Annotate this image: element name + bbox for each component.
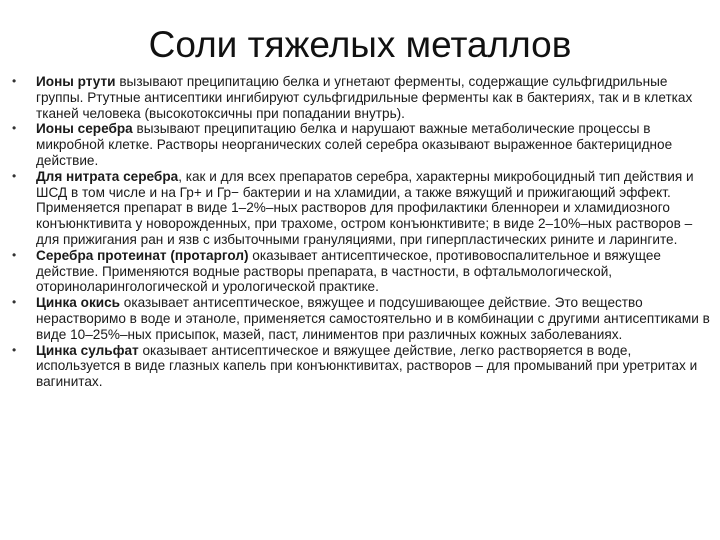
bullet-item-mercury-ions: [12, 74, 712, 121]
bullet-body: оказывает антисептическое, вяжущее и подсушивающее действие. Это вещество нерастворимо в воде и этаноле, применяется самостоятельно и в комбинации с другими антисептиками в виде 10–25%–ных присыпок, мазей, паст, линиментов при различных кожных заболеваниях.: [36, 295, 710, 342]
bullet-term: Серебра протеинат (протаргол): [36, 247, 249, 263]
slide-title: Соли тяжелых металлов: [148, 24, 572, 65]
bullet-body: вызывают преципитацию белка и угнетают ферменты, содержащие сульфгидрильные группы. Ртутные антисептики ингибируют сульфгидрильные ферменты как в бактериях, так и в клетках тканей человека (высокотоксичны при попадании внутрь).: [36, 74, 693, 121]
bullet-dot-icon: •: [12, 342, 17, 357]
bullet-term: Цинка окись: [36, 295, 121, 311]
bullet-body: оказывает антисептическое и вяжущее действие, легко растворяется в воде, используется в виде глазных капель при конъюнктивитах, растворов – для промываний при уретритах и вагинитах.: [36, 342, 698, 390]
bullet-term: Для нитрата серебра: [36, 168, 179, 184]
bullet-dot-icon: •: [12, 74, 17, 88]
bullet-body: оказывает антисептическое, противовоспалительное и вяжущее действие. Применяются водные растворы препарата, в частности, в офтальмологической, оториноларингологической и урологической практике.: [36, 247, 661, 295]
bullet-body: вызывают преципитацию белка и нарушают важные метаболические процессы в микробной клетке. Растворы неорганических солей серебра оказывают выраженное бактерицидное действие.: [36, 121, 673, 168]
bullet-dot-icon: •: [12, 168, 17, 183]
bullet-item-zinc-oxide: [12, 295, 712, 342]
bullet-list: [12, 74, 712, 390]
bullet-item-zinc-sulfate: [12, 343, 712, 390]
bullet-term: Ионы серебра: [36, 121, 133, 137]
bullet-item-silver-ions: [12, 121, 712, 168]
bullet-dot-icon: •: [12, 121, 17, 136]
bullet-term: Ионы ртути: [36, 74, 116, 89]
bullet-body: , как и для всех препаратов серебра, характерны микробоцидный тип действия и ШСД в том числе и на Гр+ и Гр− бактерии и на хламидии, а также вяжущий и прижигающий эффект. Применяется препарат в виде 1–2%–ных растворов для профилактики бленнореи и хламидиозного конъюнктивита у новорожденных, при трахоме, остром конъюнктивите; в виде 2–10%–ных растворов – для прижигания ран и язв с избыточными грануляциями, при гиперпластических рините и ларингите.: [36, 168, 694, 247]
bullet-item-silver-nitrate: [12, 169, 712, 248]
bullet-dot-icon: •: [12, 295, 17, 310]
bullet-term: Цинка сульфат: [36, 342, 139, 358]
bullet-dot-icon: •: [12, 247, 17, 262]
bullet-item-protargol: [12, 248, 712, 295]
